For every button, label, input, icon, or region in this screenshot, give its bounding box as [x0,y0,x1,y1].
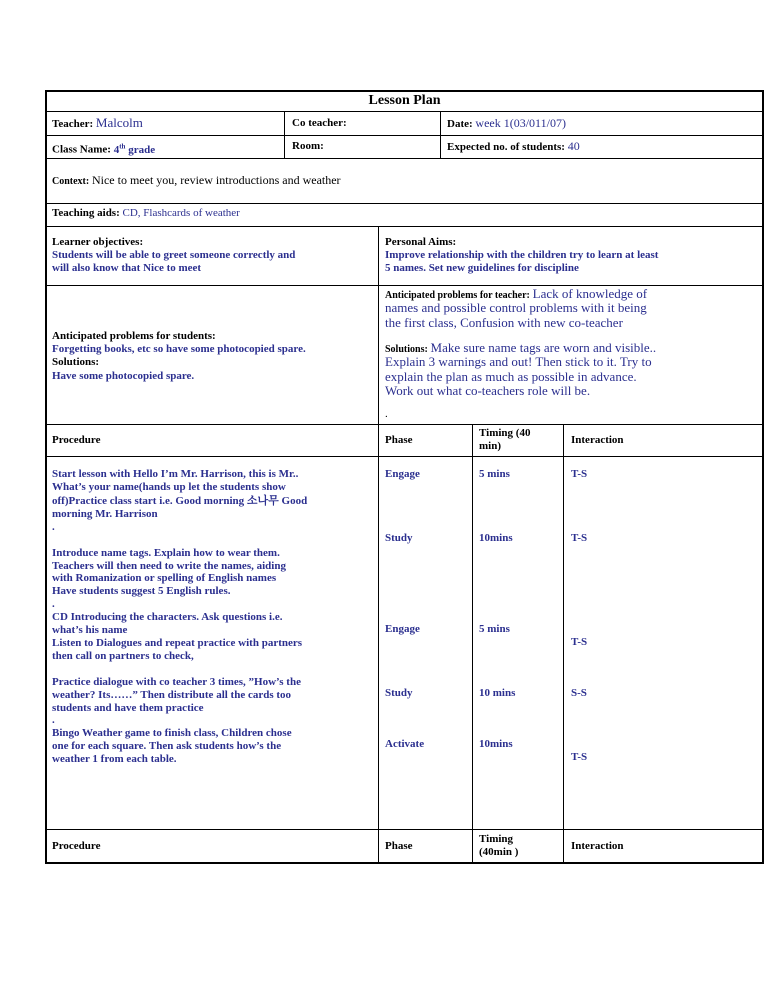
interaction-cell: S-S [571,687,587,699]
col-line [472,424,473,864]
procedure-line: Practice dialogue with co teacher 3 times, ”How’s the [52,676,301,688]
timing-cell: 5 mins [479,623,510,635]
col-line [563,424,564,864]
coteacher-label: Co teacher: [292,117,347,129]
procedure-line: Start lesson with Hello I’m Mr. Harrison, this is Mr.. [52,468,299,480]
classname-rest: grade [125,143,156,156]
classname-value [114,144,155,156]
footer-timing-line: (40min ) [479,846,519,858]
procedure-line: Have students suggest 5 English rules. [52,585,231,597]
procedure-line: what’s his name [52,624,128,636]
anticipated-teacher-line: names and possible control problems with it being [385,300,647,315]
interaction-cell: T-S [571,468,588,480]
procedure-line: . [52,521,55,533]
expected-label: Expected no. of students: [447,141,565,153]
row-line [45,424,764,425]
anticipated-students-line: Forgetting books, etc so have some photocopied spare. [52,343,306,355]
footer-phase: Phase [385,840,413,852]
timing-cell: 10 mins [479,687,516,699]
page-title: Lesson Plan [368,93,441,108]
header-procedure: Procedure [52,434,101,446]
teacher-value: Malcolm [95,115,143,130]
anticipated-teacher-solution: Make sure name tags are worn and visible.. [430,340,657,355]
procedure-line: Listen to Dialogues and repeat practice with partners [52,637,303,649]
anticipated-teacher-solutions-label: Solutions: [385,344,428,355]
header-interaction: Interaction [571,434,624,446]
anticipated-teacher-solution: Explain 3 warnings and out! Then stick to it. Try to [385,354,652,369]
phase-cell: Study [385,687,413,699]
outer-left [45,90,47,864]
outer-right [762,90,764,864]
interaction-cell: T-S [571,751,588,763]
expected-value: 40 [567,139,580,153]
header-timing-line: min) [479,440,501,452]
phase-cell: Engage [385,468,420,480]
expected-cell [447,140,580,154]
row-line [45,203,764,204]
procedure-line: . [52,714,55,726]
anticipated-teacher-solution: explain the plan as much as possible in advance. [385,369,637,384]
classname-number: 4 [113,143,120,156]
date-cell [447,117,566,131]
room-cell [292,140,324,153]
outer-bottom [45,862,764,864]
date-label: Date: [447,118,473,130]
phase-cell: Activate [385,738,425,750]
header-phase: Phase [385,434,413,446]
procedure-line: weather? Its……” Then distribute all the cards too [52,689,292,701]
procedure-line: Teachers will then need to write the names, aiding [52,560,286,572]
row-line [45,829,764,830]
room-label: Room: [292,140,324,152]
teaching-aids-cell [52,207,240,220]
teaching-aids-value: CD, Flashcards of weather [122,207,240,219]
classname-sup: th [119,142,126,150]
classname-label: Class Name: [52,143,111,156]
procedure-line: CD Introducing the characters. Ask questions i.e. [52,611,283,623]
context-value: Nice to meet you, review introductions and weather [91,173,341,187]
procedure-line: off)Practice class start i.e. Good morning 소나무 Good [52,495,308,507]
row-line [45,456,764,457]
learner-objectives-line: will also know that Nice to meet [52,262,202,274]
row-line [45,135,764,136]
anticipated-teacher-line: the first class, Confusion with new co-teacher [385,315,623,330]
phase-cell: Engage [385,623,420,635]
personal-aims-label: Personal Aims: [385,236,457,248]
footer-timing-line: Timing [479,833,514,845]
procedure-line: What’s your name(hands up let the students show [52,481,286,493]
phase-cell: Study [385,532,413,544]
procedure-line: with Romanization or spelling of English names [52,572,277,584]
procedure-line: weather 1 from each table. [52,753,177,765]
procedure-line: . [52,598,55,610]
outer-top [45,90,764,92]
classname-cell [52,140,155,157]
row-line [45,226,764,227]
anticipated-students-solutions-label: Solutions: [52,356,100,368]
footer-interaction: Interaction [571,840,624,852]
header-timing [479,427,530,453]
personal-aims-line: 5 names. Set new guidelines for discipline [385,262,579,274]
procedure-line: students and have them practice [52,702,204,714]
col-line [378,226,379,864]
anticipated-students-label: Anticipated problems for students: [52,330,216,342]
timing-cell: 10mins [479,738,513,750]
teacher-label: Teacher: [52,118,94,130]
interaction-cell: T-S [571,636,588,648]
timing-cell: 10mins [479,532,513,544]
date-value: week 1(03/011/07) [475,116,566,130]
coteacher-cell [292,117,347,130]
teaching-aids-label: Teaching aids: [52,207,120,219]
interaction-cell: T-S [571,532,588,544]
procedure-line: then call on partners to check, [52,650,194,662]
personal-aims-line: Improve relationship with the children try to learn at least [385,249,659,261]
procedure-line: one for each square. Then ask students how’s the [52,740,282,752]
procedure-line: Bingo Weather game to finish class, Children chose [52,727,292,739]
row-line [45,158,764,159]
learner-objectives-line: Students will be able to greet someone correctly and [52,249,296,261]
timing-cell: 5 mins [479,468,510,480]
footer-procedure: Procedure [52,840,101,852]
row-line [45,111,764,112]
header-timing-line: Timing (40 [479,427,531,439]
context-label: Context: [52,176,90,187]
col-line [284,111,285,159]
anticipated-teacher-line: Lack of knowledge of [532,286,648,301]
anticipated-teacher-dot: . [385,408,388,420]
anticipated-students-solution: Have some photocopied spare. [52,370,195,382]
context-cell [52,174,341,188]
learner-objectives-label: Learner objectives: [52,236,144,248]
footer-timing [479,833,518,859]
col-line [440,111,441,159]
anticipated-teacher-label: Anticipated problems for teacher: [385,290,530,301]
teacher-cell [52,116,143,131]
anticipated-teacher-solution: Work out what co-teachers role will be. [385,383,591,398]
procedure-line: morning Mr. Harrison [52,508,158,520]
procedure-line: Introduce name tags. Explain how to wear them. [52,547,280,559]
